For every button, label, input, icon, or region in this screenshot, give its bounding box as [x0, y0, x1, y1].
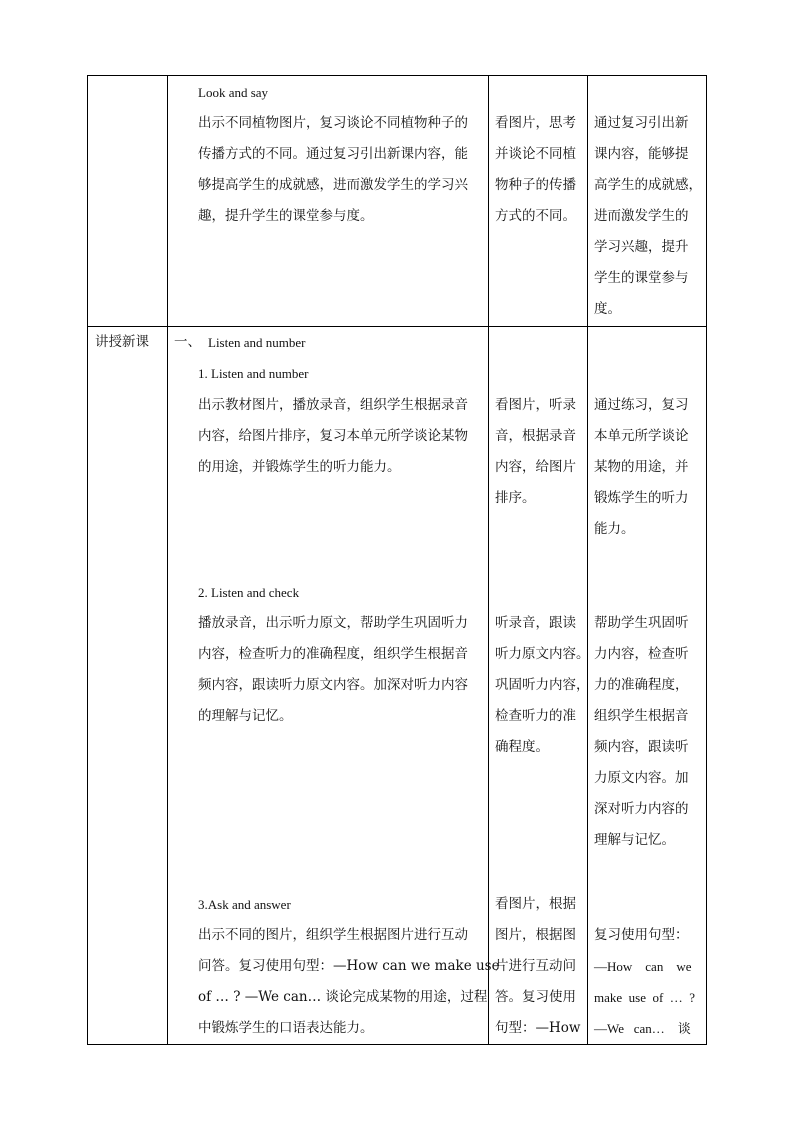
text-line: 听力原文内容。 [495, 646, 590, 662]
text-line: —We can… 谈 [594, 1021, 691, 1036]
text-line: 通过复习引出新 [594, 115, 689, 131]
text-line: 理解与记忆。 [594, 832, 675, 848]
text-line: 内容，给图片排序，复习本单元所学谈论某物 [198, 428, 468, 444]
text-line: 看图片，思考 [495, 115, 576, 131]
text-line: 频内容，跟读听力原文内容。加深对听力内容 [198, 677, 468, 693]
text-line: 巩固听力内容， [495, 677, 590, 693]
item-title: 1. Listen and number [198, 366, 309, 381]
text-line: 图片，根据图 [495, 927, 576, 943]
text-line: 播放录音，出示听力原文，帮助学生巩固听力 [198, 615, 468, 631]
text-line: 学习兴趣，提升 [594, 239, 689, 255]
text-line: 看图片，听录 [495, 397, 576, 413]
text-line: 句型：—How [495, 1020, 581, 1036]
column-divider-3 [587, 75, 588, 1045]
text-line: 中锻炼学生的口语表达能力。 [198, 1020, 374, 1036]
text-line: 度。 [594, 301, 621, 317]
text-line: 频内容，跟读听 [594, 739, 689, 755]
text-line: 通过练习，复习 [594, 397, 689, 413]
text-line: 检查听力的准 [495, 708, 576, 724]
column-divider-2 [488, 75, 489, 1045]
text-line: make use of … ? [594, 990, 696, 1005]
item-title: 3.Ask and answer [198, 897, 291, 912]
part-heading: Listen and number [208, 335, 306, 350]
text-line: 学生的课堂参与 [594, 270, 689, 286]
text-line: 看图片，根据 [495, 896, 576, 912]
table-bottom-border [87, 1044, 707, 1045]
text-line: 够提高学生的成就感，进而激发学生的学习兴 [198, 177, 468, 193]
text-line: 音，根据录音 [495, 428, 576, 444]
text-line: 能力。 [594, 521, 635, 537]
item-title: 2. Listen and check [198, 585, 300, 600]
text-line: 出示教材图片，播放录音，组织学生根据录音 [198, 397, 468, 413]
text-line: 本单元所学谈论 [594, 428, 689, 444]
column-divider-1 [167, 75, 168, 1045]
text-line: 力内容，检查听 [594, 646, 689, 662]
text-line: 排序。 [495, 490, 536, 506]
text-line: 帮助学生巩固听 [594, 615, 689, 631]
text-line: 出示不同的图片，组织学生根据图片进行互动 [198, 927, 468, 943]
text-line: 传播方式的不同。通过复习引出新课内容，能 [198, 146, 468, 162]
text-line: 复习使用句型： [594, 927, 689, 943]
text-line: 答。复习使用 [495, 989, 576, 1005]
text-line: 的理解与记忆。 [198, 708, 293, 724]
text-line: 的用途，并锻炼学生的听力能力。 [198, 459, 401, 475]
text-line: —How can we [594, 959, 692, 974]
text-line: 力的准确程度， [594, 677, 689, 693]
text-line: 方式的不同。 [495, 208, 576, 224]
text-line: 听录音，跟读 [495, 615, 576, 631]
text-line: 出示不同植物图片，复习谈论不同植物种子的 [198, 115, 468, 131]
review-title: Look and say [198, 85, 269, 100]
text-line: 课内容，能够提 [594, 146, 689, 162]
text-line: 并谈论不同植 [495, 146, 576, 162]
text-line: 深对听力内容的 [594, 801, 689, 817]
text-line: 组织学生根据音 [594, 708, 689, 724]
table-right-border [706, 75, 707, 1045]
text-line: 锻炼学生的听力 [594, 490, 689, 506]
section-label: 讲授新课 [95, 334, 149, 350]
text-line: 物种子的传播 [495, 177, 576, 193]
text-line: 片进行互动问 [495, 958, 576, 974]
text-line: 确程度。 [495, 739, 549, 755]
text-line: 高学生的成就感， [594, 177, 702, 193]
text-line: of … ? —We can… 谈论完成某物的用途，过程 [198, 989, 488, 1005]
text-line: 力原文内容。加 [594, 770, 689, 786]
part-heading-number: 一、 [174, 334, 201, 350]
text-line: 进而激发学生的 [594, 208, 689, 224]
text-line: 内容，检查听力的准确程度，组织学生根据音 [198, 646, 468, 662]
text-line: 趣，提升学生的课堂参与度。 [198, 208, 374, 224]
table-left-border [87, 75, 88, 1045]
table-top-border [87, 75, 707, 76]
text-line: 问答。复习使用句型：—How can we make use [198, 958, 500, 974]
text-line: 某物的用途，并 [594, 459, 689, 475]
text-line: 内容，给图片 [495, 459, 576, 475]
